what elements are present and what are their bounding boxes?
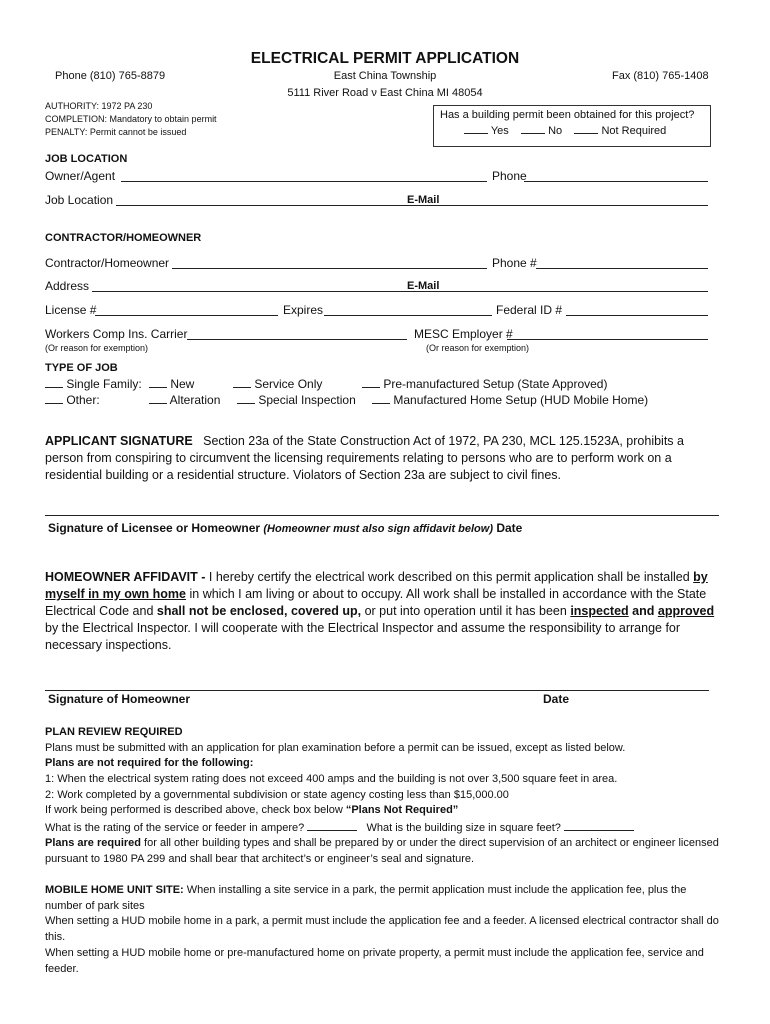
not-required-blank[interactable] <box>574 123 598 134</box>
service-only-option[interactable]: Service Only <box>233 377 322 391</box>
manufactured-home-option[interactable]: Manufactured Home Setup (HUD Mobile Home) <box>372 393 648 407</box>
single-family-option[interactable]: Single Family: <box>45 377 142 391</box>
building-permit-box <box>433 105 711 147</box>
yes-label: Yes <box>490 125 509 137</box>
affidavit-text-3: or put into operation until it has been <box>364 604 567 618</box>
licensee-signature-caption <box>48 521 522 535</box>
plan-review-line-2: Plans are not required for the following: <box>45 757 254 769</box>
plan-review-line-3: 1: When the electrical system rating does not exceed 400 amps and the building is not over 3,500 square feet in area. <box>45 773 618 785</box>
plan-review-line-6 <box>45 820 634 834</box>
license-label: License # <box>45 303 97 317</box>
workers-comp-field[interactable] <box>187 339 407 340</box>
no-label: No <box>548 125 563 137</box>
square-feet-field[interactable] <box>564 820 634 831</box>
exemption-note-left: (Or reason for exemption) <box>45 343 149 353</box>
alteration-option[interactable]: Alteration <box>149 393 220 407</box>
completion-text: COMPLETION: Mandatory to obtain permit <box>45 114 217 124</box>
other-option[interactable]: Other: <box>45 393 100 407</box>
affidavit-by-myself: by myself in my own home <box>45 570 708 601</box>
job-email-label: E-Mail <box>407 194 440 206</box>
special-inspection-option[interactable]: Special Inspection <box>237 393 356 407</box>
job-location-heading: JOB LOCATION <box>45 153 128 165</box>
ampere-field[interactable] <box>307 820 357 831</box>
mobile-home-paragraph-3: When setting a HUD mobile home or pre-manufactured home on private property, a permit must include the application fee, service and feeder. <box>45 947 704 975</box>
job-phone-label: Phone <box>492 169 527 183</box>
owner-agent-field[interactable] <box>121 181 487 182</box>
penalty-text: PENALTY: Permit cannot be issued <box>45 127 187 137</box>
licensee-date-label: Date <box>496 521 523 535</box>
affidavit-shall-not: shall not be enclosed, covered up, <box>156 604 362 618</box>
affidavit-and: and <box>632 604 655 618</box>
type-of-job-heading: TYPE OF JOB <box>45 362 118 374</box>
applicant-signature-statement <box>45 433 725 484</box>
plan-review-line-1: Plans must be submitted with an application for plan examination before a permit can be issued, except as listed below. <box>45 742 626 754</box>
owner-agent-label: Owner/Agent <box>45 169 116 183</box>
expires-field[interactable] <box>324 315 492 316</box>
plans-required-label: Plans are required <box>45 837 141 849</box>
mesc-label: MESC Employer # <box>414 327 513 341</box>
contractor-phone-label: Phone # <box>492 256 537 270</box>
form-title: ELECTRICAL PERMIT APPLICATION <box>250 50 520 67</box>
plan-review-line-5 <box>45 804 458 816</box>
township-phone: Phone (810) 765-8879 <box>55 70 166 82</box>
new-option[interactable]: New <box>149 377 194 391</box>
affidavit-text-4: by the Electrical Inspector. I will cooperate with the Electrical Inspector and assume the responsibility to arrange for necessary inspections. <box>45 621 681 652</box>
not-required-label: Not Required <box>601 125 667 137</box>
license-field[interactable] <box>95 315 278 316</box>
township-address: 5111 River Road ν East China MI 48054 <box>287 87 483 99</box>
mesc-field[interactable] <box>507 339 708 340</box>
plans-not-required-instruction: If work being performed is described above, check box below <box>45 804 346 816</box>
mobile-home-text-1: When installing a site service in a park, the permit application must include the application fee, plus the number of park sites <box>45 884 687 912</box>
plan-review-heading: PLAN REVIEW REQUIRED <box>45 726 183 738</box>
licensee-signature-line[interactable] <box>45 515 719 516</box>
building-permit-question: Has a building permit been obtained for this project? <box>440 109 695 121</box>
address-label: Address <box>45 279 90 293</box>
job-location-label: Job Location <box>45 193 114 207</box>
contractor-phone-field[interactable] <box>536 268 708 269</box>
applicant-heading: APPLICANT SIGNATURE <box>45 434 193 448</box>
homeowner-signature-line[interactable] <box>45 690 709 691</box>
exemption-note-right: (Or reason for exemption) <box>426 343 530 353</box>
township-name: East China Township <box>333 70 437 82</box>
job-phone-field[interactable] <box>524 181 708 182</box>
licensee-signature-label: Signature of Licensee or Homeowner <box>48 521 261 535</box>
expires-label: Expires <box>283 303 324 317</box>
applicant-text: Section 23a of the State Construction Act of 1972, PA 230, MCL 125.1523A, prohibits a person from conspiring to circumvent the licensing requirements relating to persons who are to perform work on a residential building or a residential structure. Violators of Section 23a are subject to civil fines. <box>45 434 684 482</box>
contractor-heading: CONTRACTOR/HOMEOWNER <box>45 232 202 244</box>
affidavit-inspected: inspected <box>570 604 629 618</box>
ampere-question: What is the rating of the service or feeder in ampere? <box>45 822 305 834</box>
affidavit-approved: approved <box>657 604 715 618</box>
premanufactured-option[interactable]: Pre-manufactured Setup (State Approved) <box>362 377 607 391</box>
mobile-home-paragraph-1 <box>45 883 725 914</box>
affidavit-text-1: I hereby certify the electrical work described on this permit application shall be installed <box>208 570 690 584</box>
township-fax: Fax (810) 765-1408 <box>612 70 709 82</box>
mobile-home-heading: MOBILE HOME UNIT SITE: <box>45 884 184 896</box>
federal-id-label: Federal ID # <box>496 303 563 317</box>
plan-review-line-7 <box>45 836 725 867</box>
plans-not-required-label: “Plans Not Required” <box>345 804 459 816</box>
authority-text: AUTHORITY: 1972 PA 230 <box>45 101 153 111</box>
homeowner-signature-label: Signature of Homeowner <box>48 692 191 706</box>
square-feet-question: What is the building size in square feet? <box>366 822 561 834</box>
mobile-home-paragraph-2: When setting a HUD mobile home in a park, a permit must include the application fee and a feeder. A licensed electrical contractor shall do this. <box>45 915 719 943</box>
affidavit-heading: HOMEOWNER AFFIDAVIT - <box>45 570 206 584</box>
contractor-field[interactable] <box>172 268 487 269</box>
homeowner-affidavit <box>45 569 725 654</box>
contractor-label: Contractor/Homeowner <box>45 256 170 270</box>
homeowner-note: (Homeowner must also sign affidavit below) <box>263 523 493 535</box>
homeowner-date-label: Date <box>543 692 570 706</box>
contractor-email-label: E-Mail <box>407 280 440 292</box>
no-blank[interactable] <box>521 123 545 134</box>
plans-required-text: for all other building types and shall be prepared by or under the direct supervision of an architect or engineer licensed pursuant to 1980 PA 299 and shall bear that architect’s or engineer’s seal and signature. <box>45 837 719 865</box>
address-field[interactable] <box>92 291 708 292</box>
federal-id-field[interactable] <box>566 315 708 316</box>
plan-review-line-4: 2: Work completed by a governmental subdivision or state agency costing less than $15,000.00 <box>45 789 509 801</box>
workers-comp-label: Workers Comp Ins. Carrier <box>45 327 188 341</box>
affidavit-text-2: in which I am living or about to occupy. All work shall be installed in accordance with the State Electrical Code and <box>45 587 707 618</box>
yes-blank[interactable] <box>464 123 488 134</box>
building-permit-options <box>464 123 666 137</box>
